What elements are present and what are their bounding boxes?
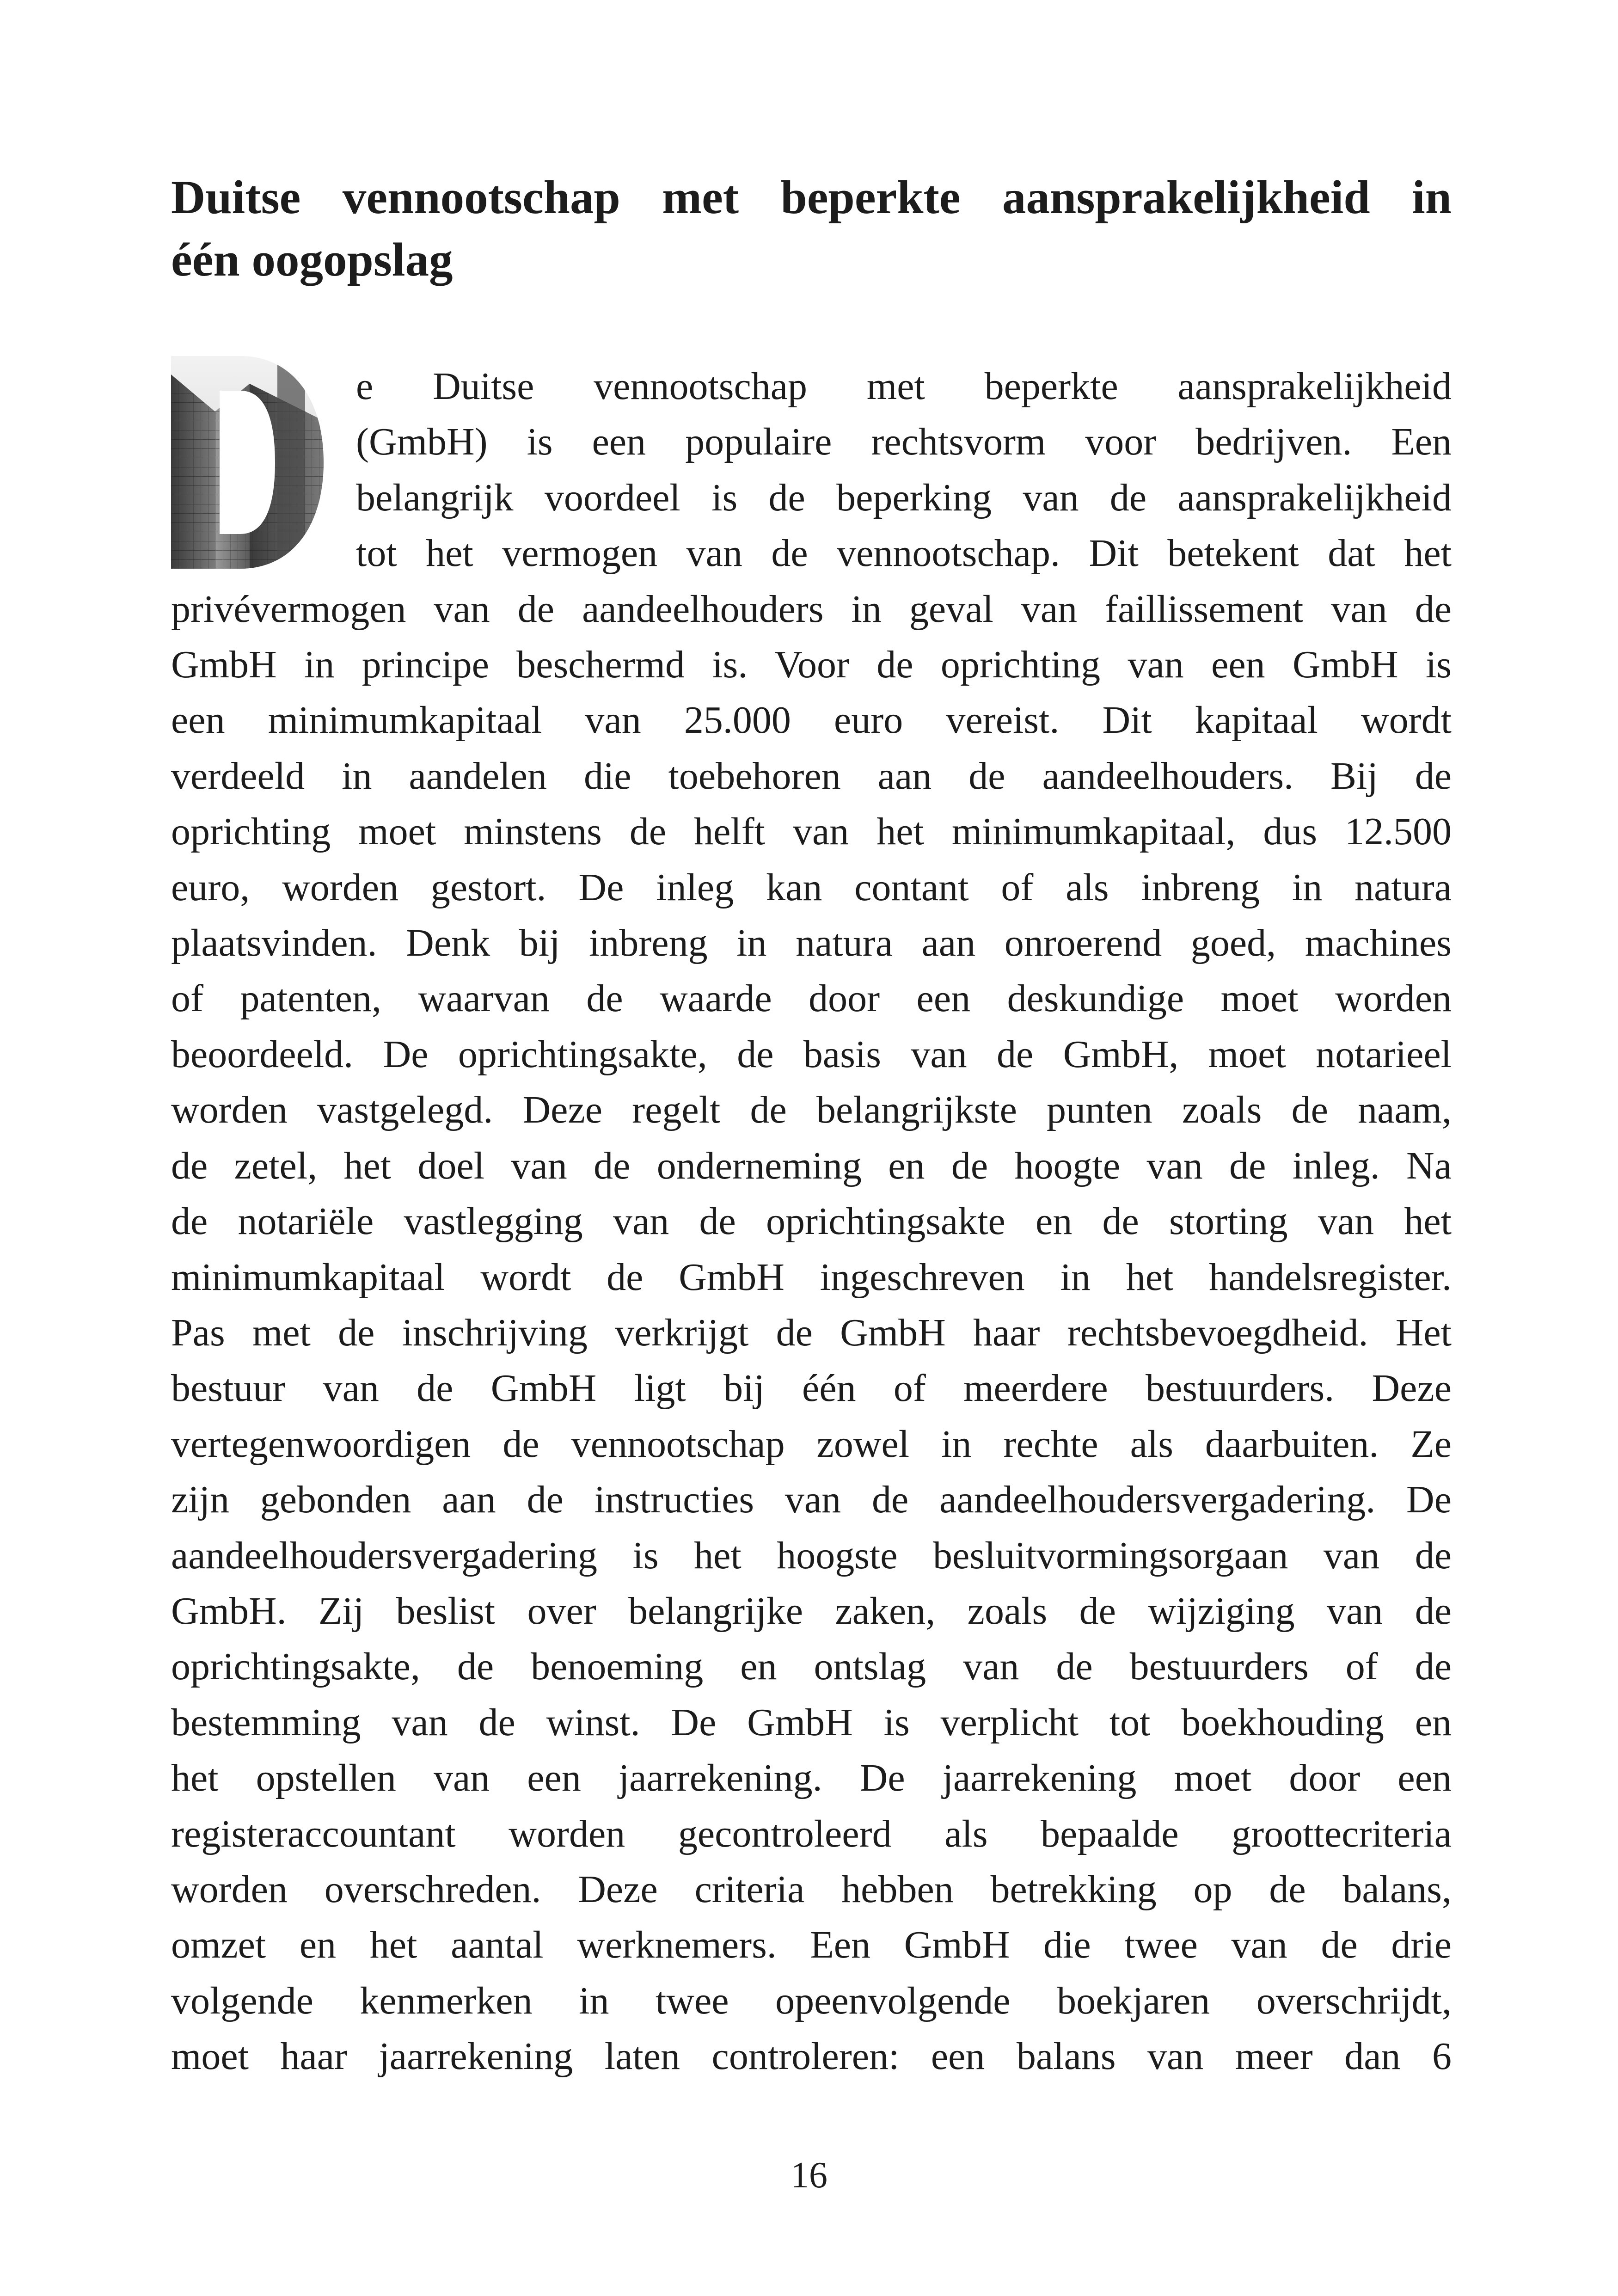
body-line: GmbH in principe beschermd is. Voor de oprichting van een GmbH is [171,643,1452,687]
body-line: bestuur van de GmbH ligt bij één of meerdere bestuurders. Deze [171,1367,1452,1410]
body-line: aandeelhoudersvergadering is het hoogste besluitvormingsorgaan van de [171,1534,1452,1577]
body-line: Pas met de inschrijving verkrijgt de GmbH haar rechtsbevoegdheid. Het [171,1311,1452,1354]
body-line: de notariële vastlegging van de oprichtingsakte en de storting van het [171,1200,1452,1243]
body-line: moet haar jaarrekening laten controleren: een balans van meer dan 6 [171,2035,1452,2078]
body-line: de zetel, het doel van de onderneming en de hoogte van de inleg. Na [171,1144,1452,1187]
body-line: omzet en het aantal werknemers. Een GmbH die twee van de drie [171,1923,1452,1967]
body-line: registeraccountant worden gecontroleerd als bepaalde groottecriteria [171,1812,1452,1855]
page-title-line: één oogopslag [171,233,453,286]
body-line: vertegenwoordigen de vennootschap zowel in rechte als daarbuiten. Ze [171,1422,1452,1466]
body-line: tot het vermogen van de vennootschap. Dit betekent dat het [356,532,1452,575]
body-text [171,359,1452,2085]
body-line: zijn gebonden aan de instructies van de aandeelhoudersvergadering. De [171,1478,1452,1522]
body-line: worden overschreden. Deze criteria hebben betrekking op de balans, [171,1867,1452,1911]
body-line: euro, worden gestort. De inleg kan contant of als inbreng in natura [171,866,1452,909]
body-line: oprichting moet minstens de helft van het minimumkapitaal, dus 12.500 [171,810,1452,853]
body-line: verdeeld in aandelen die toebehoren aan de aandeelhouders. Bij de [171,754,1452,798]
body-line: een minimumkapitaal van 25.000 euro vereist. Dit kapitaal wordt [171,699,1452,742]
body-line: GmbH. Zij beslist over belangrijke zaken, zoals de wijziging van de [171,1589,1452,1633]
body-line: volgende kenmerken in twee opeenvolgende boekjaren overschrijdt, [171,1979,1452,2022]
body-line: privévermogen van de aandeelhouders in geval van faillissement van de [171,587,1452,631]
body-line: oprichtingsakte, de benoeming en ontslag van de bestuurders of de [171,1645,1452,1688]
body-line: bestemming van de winst. De GmbH is verplicht tot boekhouding en [171,1701,1452,1744]
body-line: worden vastgelegd. Deze regelt de belangrijkste punten zoals de naam, [171,1088,1452,1132]
body-line: (GmbH) is een populaire rechtsvorm voor bedrijven. Een [356,420,1452,464]
body-line: e Duitse vennootschap met beperkte aansprakelijkheid [356,365,1452,408]
page-title [171,166,1452,291]
page-number: 16 [791,2155,827,2196]
page-title-line: Duitse vennootschap met beperkte aansprakelijkheid in [171,171,1452,224]
body-line: minimumkapitaal wordt de GmbH ingeschreven in het handelsregister. [171,1255,1452,1299]
body-line: plaatsvinden. Denk bij inbreng in natura aan onroerend goed, machines [171,921,1452,965]
body-line: het opstellen van een jaarrekening. De jaarrekening moet door een [171,1756,1452,1800]
body-line: beoordeeld. De oprichtingsakte, de basis van de GmbH, moet notarieel [171,1032,1452,1076]
body-line: belangrijk voordeel is de beperking van de aansprakelijkheid [356,476,1452,519]
body-line: of patenten, waarvan de waarde door een deskundige moet worden [171,977,1452,1020]
